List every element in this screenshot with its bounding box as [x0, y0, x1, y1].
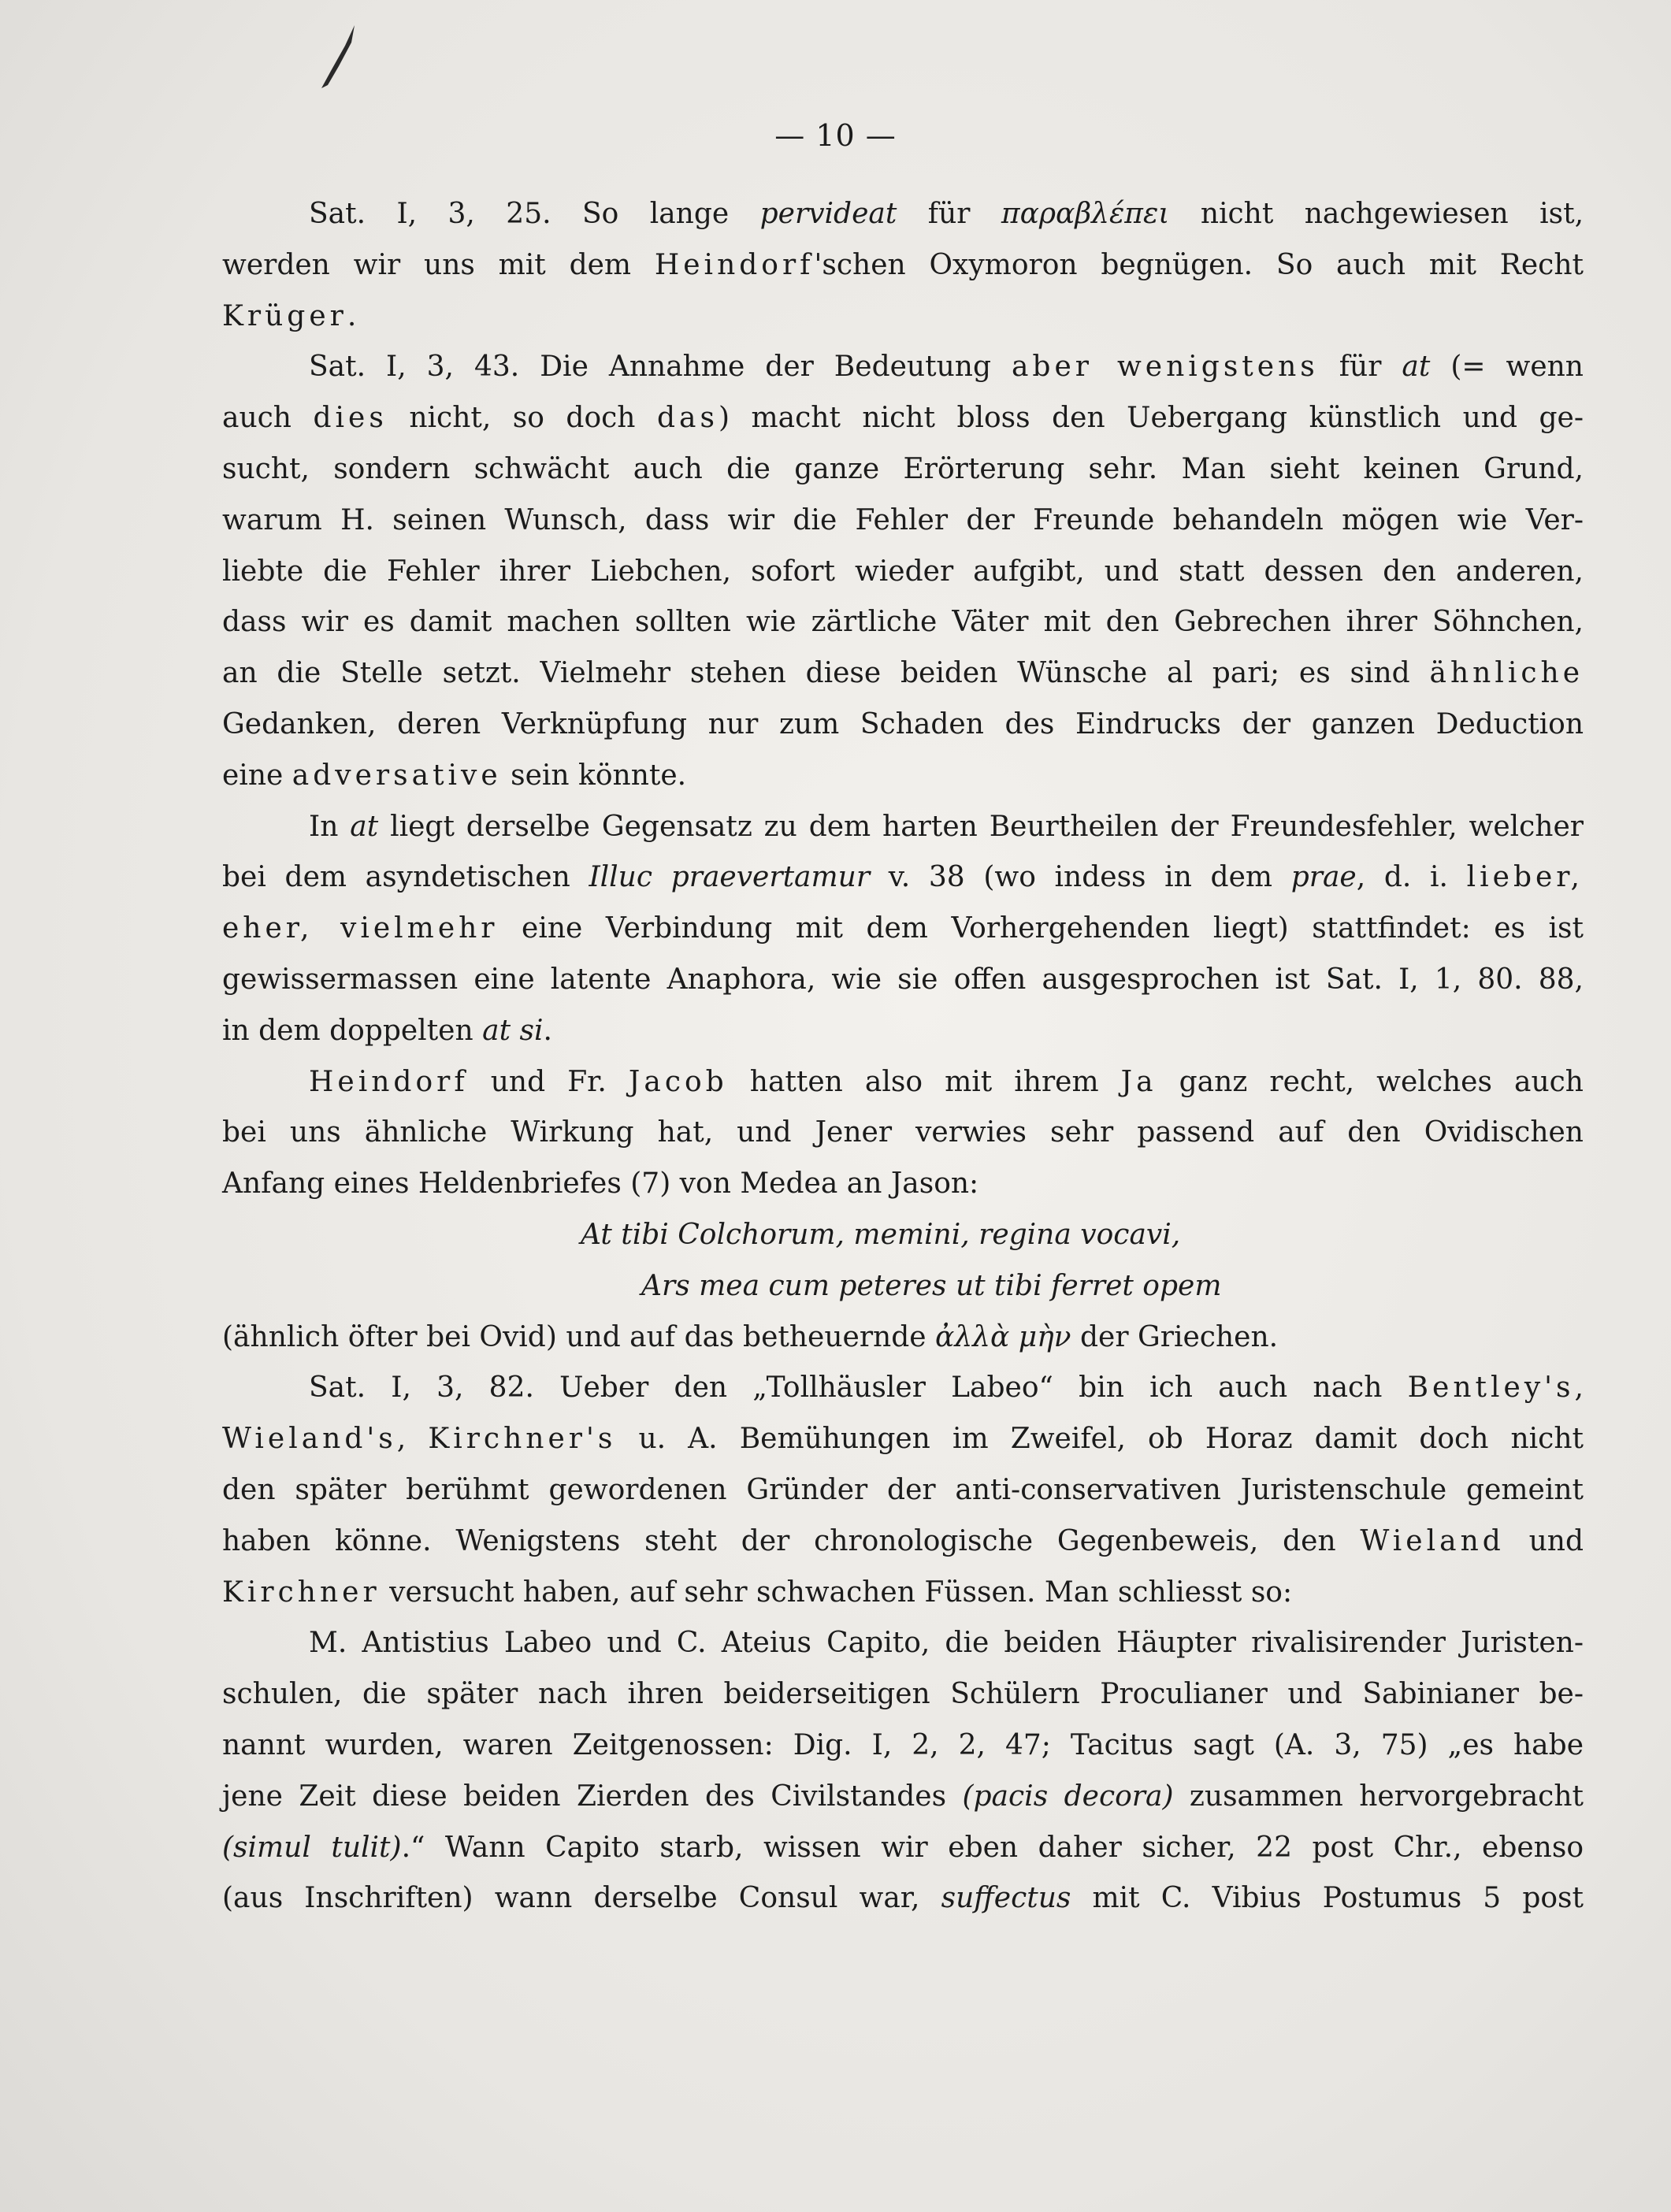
text-line: in dem doppelten at si.: [222, 1014, 552, 1047]
text-line: Anfang eines Heldenbriefes (7) von Medea an Jason:: [222, 1167, 979, 1201]
text-line: nannt wurden, waren Zeitgenossen: Dig. I, 2, 2, 47; Tacitus sagt (A. 3, 75) „es habe: [222, 1728, 1584, 1761]
text-line: werden wir uns mit dem Heindorf'schen Oxymoron begnügen. So auch mit Recht: [222, 248, 1584, 281]
text-line: Sat. I, 3, 25. So lange pervideat für παραβλέπει nicht nachgewiesen ist,: [309, 198, 1584, 230]
text-line: eher, vielmehr eine Verbindung mit dem Vorhergehenden liegt) stattfindet: es ist: [222, 912, 1584, 945]
text-line: gewissermassen eine latente Anaphora, wie sie offen ausgesprochen ist Sat. I, 1, 80. 88,: [222, 963, 1584, 996]
text-line: jene Zeit diese beiden Zierden des Civilstandes (pacis decora) zusammen hervorgebracht: [222, 1780, 1584, 1813]
body-text: [222, 189, 1584, 1924]
text-line: dass wir es damit machen sollten wie zärtliche Väter mit den Gebrechen ihrer Söhnchen,: [222, 606, 1584, 639]
text-line: (simul tulit).“ Wann Capito starb, wissen wir eben daher sicher, 22 post Chr., ebenso: [222, 1831, 1584, 1864]
text-line: eine adversative sein könnte.: [222, 759, 687, 792]
page-number: — 10 —: [774, 118, 897, 153]
text-line: liebte die Fehler ihrer Liebchen, sofort wieder aufgibt, und statt dessen den anderen,: [222, 555, 1584, 588]
text-line: an die Stelle setzt. Vielmehr stehen diese beiden Wünsche al pari; es sind ähnliche: [222, 657, 1584, 690]
text-line: (ähnlich öfter bei Ovid) und auf das betheuernde ἀλλὰ μὴν der Griechen.: [222, 1320, 1279, 1353]
verse-line: At tibi Colchorum, memini, regina vocavi,: [581, 1218, 1181, 1251]
text-line: (aus Inschriften) wann derselbe Consul war, suffectus mit C. Vibius Postumus 5 post: [222, 1882, 1584, 1915]
text-line: sucht, sondern schwächt auch die ganze Erörterung sehr. Man sieht keinen Grund,: [222, 452, 1584, 485]
text-line: Sat. I, 3, 43. Die Annahme der Bedeutung aber wenigstens für at (= wenn: [309, 351, 1584, 384]
text-line: Heindorf und Fr. Jacob hatten also mit ihrem Ja ganz recht, welches auch: [309, 1065, 1584, 1098]
text-line: Kirchner versucht haben, auf sehr schwachen Füssen. Man schliesst so:: [222, 1575, 1293, 1609]
text-line: Krüger.: [222, 299, 357, 332]
text-line: schulen, die später nach ihren beiderseitigen Schülern Proculianer und Sabinianer be-: [222, 1678, 1584, 1711]
text-line: Sat. I, 3, 82. Ueber den „Tollhäusler Labeo“ bin ich auch nach Bentley's,: [309, 1371, 1584, 1405]
pencil-mark-icon: [314, 22, 361, 93]
text-line: haben könne. Wenigstens steht der chronologische Gegenbeweis, den Wieland und: [222, 1524, 1584, 1557]
verse-line: Ars mea cum peteres ut tibi ferret opem: [641, 1269, 1222, 1302]
text-line: In at liegt derselbe Gegensatz zu dem harten Beurtheilen der Freundesfehler, welcher: [309, 810, 1584, 843]
text-line: bei dem asyndetischen Illuc praevertamur v. 38 (wo indess in dem prae, d. i. lieber,: [222, 861, 1584, 894]
text-line: M. Antistius Labeo und C. Ateius Capito, die beiden Häupter rivalisirender Juristen-: [309, 1627, 1584, 1660]
text-line: bei uns ähnliche Wirkung hat, und Jener verwies sehr passend auf den Ovidischen: [222, 1116, 1584, 1149]
text-line: den später berühmt gewordenen Gründer der anti-conservativen Juristenschule gemeint: [222, 1473, 1584, 1506]
text-line: Wieland's, Kirchner's u. A. Bemühungen im Zweifel, ob Horaz damit doch nicht: [222, 1423, 1584, 1456]
text-line: warum H. seinen Wunsch, dass wir die Fehler der Freunde behandeln mögen wie Ver-: [222, 503, 1584, 536]
text-line: auch dies nicht, so doch das) macht nicht bloss den Uebergang künstlich und ge-: [222, 402, 1584, 435]
text-line: Gedanken, deren Verknüpfung nur zum Schaden des Eindrucks der ganzen Deduction: [222, 707, 1584, 740]
